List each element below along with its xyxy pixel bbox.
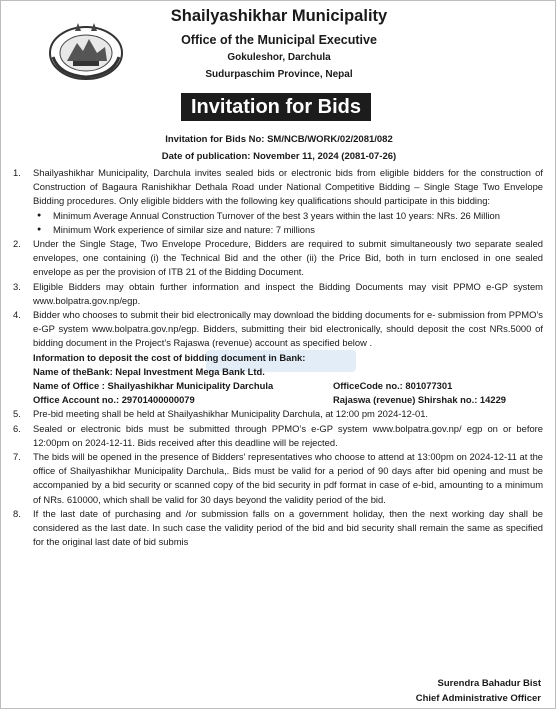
clause-number: 3. — [13, 280, 21, 292]
clause-text: If the last date of purchasing and /or submission falls on a government holiday, then the next working day shall be considered as the last date. In such case the validity period of the bid and bid security shall remain the same as specified for the original last date of bid submis — [33, 507, 543, 548]
clause-number: 1. — [13, 167, 21, 178]
ifb-number: Invitation for Bids No: SM/NCB/WORK/02/2081/082 — [165, 134, 393, 145]
clause-2 — [13, 237, 543, 280]
clause-text: Sealed or electronic bids must be submitted through PPMO’s e-GP system www.bolpatra.gov.np/ egp on or before 12:00pm on 2024-12-11. Bids received after this deadline will be rejected. — [33, 422, 543, 448]
clause-text: Bidder who chooses to submit their bid electronically may download the bidding documents for e- submission from PPMO’s e-GP system www.bolpatra.gov.np/egp. Bidders, submitting their bid electronically, should deposit the cost NRs.5000 of bidding document in the Project’s Rajaswa (revenue) account as specified below . — [33, 309, 543, 349]
clause-text: The bids will be opened in the presence of Bidders' representatives who choose to attend at 13:00pm on 2024-12-11 at the office of Shailyashikhar Municipality Darchula,. Bids must be valid for a period of 90 days after bid opening and must be accompanied by a bid security or scanned copy of the bid security in pdf format in case of e-bid, amounting to a minimum of NRs. 610000, which shall be valid for 30 days beyond the validity period of the bid. — [33, 451, 543, 505]
address-line-1: Gokuleshor, Darchula — [227, 52, 331, 63]
bank-info-heading: Information to deposit the cost of bidding document in Bank: — [33, 351, 306, 363]
clause-number: 4. — [13, 309, 21, 321]
clause-text: Shailyashikhar Municipality, Darchula invites sealed bids or electronic bids from eligible bidders for the construction of Construction of Bagaura Ranishikhar Dethala Road under National Competitive Bidding – Single Stage Two Envelope Bidding procedures. Only eligible bidders with the following key qualifications should participate in this bidding: — [33, 167, 543, 207]
office-account-number: Office Account no.: 29701400000079 — [33, 394, 195, 406]
qualification-bullet — [33, 209, 543, 223]
clause-7 — [13, 450, 543, 507]
notice-title: Invitation for Bids — [181, 93, 371, 121]
account-row — [33, 393, 543, 407]
clause-number: 6. — [13, 422, 21, 434]
clause-8 — [13, 507, 543, 550]
notice-body — [13, 166, 543, 549]
clause-6 — [13, 422, 543, 450]
clause-text: Eligible Bidders may obtain further information and inspect the Bidding Documents may visit PPMO e-GP system www.bolpatra.gov.np/egp. — [33, 280, 543, 306]
publication-date: Date of publication: November 11, 2024 (2081-07-26) — [161, 151, 397, 162]
qualification-text: Minimum Work experience of similar size and nature: 7 millions — [53, 223, 315, 235]
clause-number: 8. — [13, 507, 21, 519]
clause-number: 7. — [13, 451, 21, 463]
office-name: Office of the Municipal Executive — [181, 33, 377, 47]
clause-3 — [13, 280, 543, 308]
clause-number: 5. — [13, 408, 21, 420]
address-line-2: Sudurpaschim Province, Nepal — [205, 69, 353, 80]
clause-1 — [13, 166, 543, 209]
clause-number: 2. — [13, 238, 21, 250]
clause-text: Under the Single Stage, Two Envelope Procedure, Bidders are required to submit simultaneously two separate sealed envelopes, one containing (i) the Technical Bid and the other (ii) the Price Bid, both in turn enclosed in one sealed envelope as per the provision of ITB 21 of the Bidding Document. — [33, 238, 543, 278]
signatory-name: Surendra Bahadur Bist — [437, 678, 541, 689]
office-code: OfficeCode no.: 801077301 — [333, 380, 453, 392]
municipality-name: Shailyashikhar Municipality — [170, 7, 388, 25]
rajaswa-shirshak: Rajaswa (revenue) Shirshak no.: 14229 — [333, 394, 506, 406]
office-row — [33, 379, 543, 393]
clause-text: Pre-bid meeting shall be held at Shailyashikhar Municipality Darchula, at 12:00 pm 2024-12-01. — [33, 408, 429, 420]
bank-name: Name of theBank: Nepal Investment Mega Bank Ltd. — [33, 365, 265, 377]
clause-5 — [13, 407, 543, 421]
qualification-bullet — [33, 223, 543, 237]
qualification-text: Minimum Average Annual Construction Turnover of the best 3 years within the last 10 years: NRs. 26 Million — [53, 209, 500, 221]
clause-4 — [13, 308, 543, 407]
signatory-title: Chief Administrative Officer — [415, 693, 541, 704]
office-name-value: Name of Office : Shailyashikhar Municipality Darchula — [33, 380, 274, 392]
